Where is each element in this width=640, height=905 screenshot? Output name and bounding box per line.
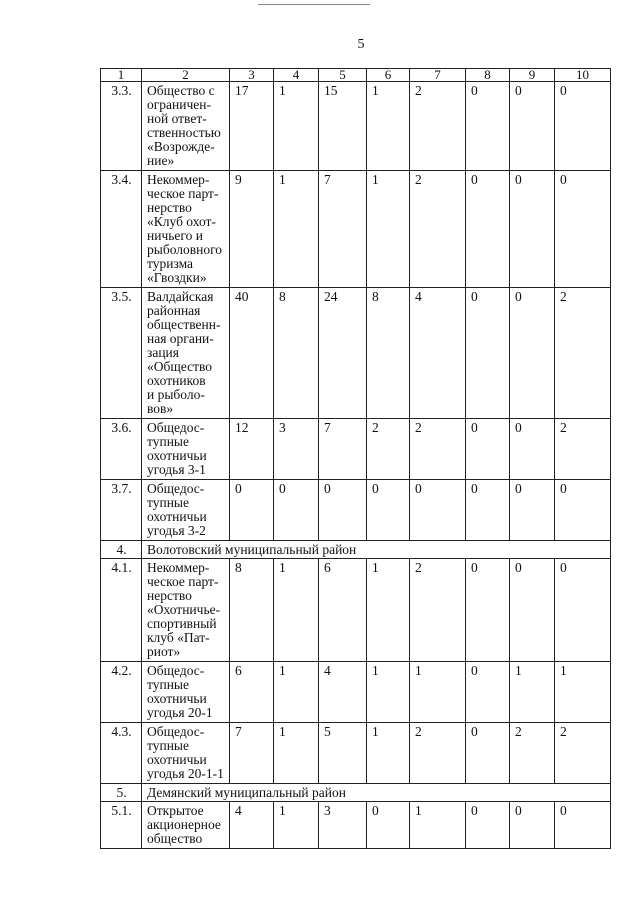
row-number: 4.3. — [101, 723, 142, 784]
row-number: 4.1. — [101, 559, 142, 662]
organization-name: Открытое акционерное общество — [142, 802, 230, 849]
value-cell: 12 — [230, 419, 274, 480]
top-rule — [258, 4, 370, 5]
value-cell: 8 — [274, 288, 319, 419]
value-cell: 0 — [555, 480, 611, 541]
table-row — [101, 723, 611, 784]
value-cell: 6 — [230, 662, 274, 723]
row-number: 3.6. — [101, 419, 142, 480]
value-cell: 1 — [274, 723, 319, 784]
table-row — [101, 480, 611, 541]
value-cell: 1 — [274, 662, 319, 723]
value-cell: 0 — [367, 480, 410, 541]
value-cell: 8 — [230, 559, 274, 662]
row-number: 3.3. — [101, 82, 142, 171]
value-cell: 7 — [319, 171, 367, 288]
value-cell: 0 — [510, 419, 555, 480]
value-cell: 2 — [410, 559, 466, 662]
organization-name: Общедос- тупные охотничьи угодья 20-1 — [142, 662, 230, 723]
value-cell: 0 — [410, 480, 466, 541]
value-cell: 0 — [466, 559, 510, 662]
table-row — [101, 171, 611, 288]
value-cell: 4 — [410, 288, 466, 419]
section-title: Волотовский муниципальный район — [142, 541, 611, 559]
value-cell: 0 — [367, 802, 410, 849]
column-header: 9 — [510, 69, 555, 82]
section-number: 4. — [101, 541, 142, 559]
value-cell: 0 — [319, 480, 367, 541]
value-cell: 2 — [367, 419, 410, 480]
page-number: 5 — [357, 37, 365, 52]
value-cell: 0 — [555, 171, 611, 288]
value-cell: 0 — [466, 480, 510, 541]
value-cell: 1 — [367, 82, 410, 171]
value-cell: 1 — [367, 171, 410, 288]
table-row — [101, 559, 611, 662]
value-cell: 1 — [410, 662, 466, 723]
value-cell: 0 — [230, 480, 274, 541]
column-header: 7 — [410, 69, 466, 82]
value-cell: 1 — [274, 559, 319, 662]
value-cell: 1 — [274, 82, 319, 171]
table-header-row — [101, 69, 611, 82]
value-cell: 0 — [274, 480, 319, 541]
section-row — [101, 541, 611, 559]
table-row — [101, 82, 611, 171]
value-cell: 6 — [319, 559, 367, 662]
value-cell: 40 — [230, 288, 274, 419]
value-cell: 1 — [274, 802, 319, 849]
value-cell: 7 — [230, 723, 274, 784]
value-cell: 0 — [510, 82, 555, 171]
value-cell: 0 — [510, 288, 555, 419]
value-cell: 0 — [466, 662, 510, 723]
table-row — [101, 662, 611, 723]
organization-name: Общедос- тупные охотничьи угодья 20-1-1 — [142, 723, 230, 784]
column-header: 10 — [555, 69, 611, 82]
value-cell: 0 — [466, 288, 510, 419]
value-cell: 24 — [319, 288, 367, 419]
value-cell: 2 — [555, 723, 611, 784]
value-cell: 9 — [230, 171, 274, 288]
value-cell: 0 — [510, 171, 555, 288]
value-cell: 0 — [466, 723, 510, 784]
column-header: 6 — [367, 69, 410, 82]
row-number: 3.5. — [101, 288, 142, 419]
section-title: Демянский муниципальный район — [142, 784, 611, 802]
value-cell: 1 — [367, 662, 410, 723]
row-number: 5.1. — [101, 802, 142, 849]
value-cell: 2 — [410, 723, 466, 784]
value-cell: 1 — [410, 802, 466, 849]
organization-name: Валдайская районная общественн- ная органи- зация «Общество охотников и рыболо- вов» — [142, 288, 230, 419]
table-row — [101, 802, 611, 849]
organization-name: Общество с ограничен- ной ответ- ственностью «Возрожде- ние» — [142, 82, 230, 171]
row-number: 4.2. — [101, 662, 142, 723]
value-cell: 0 — [466, 82, 510, 171]
value-cell: 0 — [510, 559, 555, 662]
row-number: 3.7. — [101, 480, 142, 541]
organization-name: Общедос- тупные охотничьи угодья 3-2 — [142, 480, 230, 541]
value-cell: 15 — [319, 82, 367, 171]
section-row — [101, 784, 611, 802]
column-header: 3 — [230, 69, 274, 82]
value-cell: 2 — [510, 723, 555, 784]
column-header: 4 — [274, 69, 319, 82]
table-row — [101, 419, 611, 480]
value-cell: 2 — [410, 82, 466, 171]
value-cell: 8 — [367, 288, 410, 419]
value-cell: 1 — [367, 723, 410, 784]
value-cell: 3 — [274, 419, 319, 480]
organization-name: Некоммер- ческое парт- нерство «Клуб охот- ничьего и рыболовного туризма «Гвоздки» — [142, 171, 230, 288]
value-cell: 4 — [319, 662, 367, 723]
value-cell: 2 — [555, 288, 611, 419]
column-header: 1 — [101, 69, 142, 82]
value-cell: 1 — [274, 171, 319, 288]
value-cell: 0 — [555, 82, 611, 171]
data-table — [100, 68, 611, 849]
organization-name: Общедос- тупные охотничьи угодья 3-1 — [142, 419, 230, 480]
value-cell: 5 — [319, 723, 367, 784]
value-cell: 1 — [555, 662, 611, 723]
value-cell: 0 — [466, 171, 510, 288]
value-cell: 0 — [555, 802, 611, 849]
value-cell: 4 — [230, 802, 274, 849]
value-cell: 2 — [555, 419, 611, 480]
value-cell: 17 — [230, 82, 274, 171]
value-cell: 1 — [367, 559, 410, 662]
value-cell: 2 — [410, 171, 466, 288]
value-cell: 0 — [510, 480, 555, 541]
value-cell: 0 — [555, 559, 611, 662]
value-cell: 0 — [510, 802, 555, 849]
value-cell: 0 — [466, 419, 510, 480]
column-header: 2 — [142, 69, 230, 82]
section-number: 5. — [101, 784, 142, 802]
value-cell: 3 — [319, 802, 367, 849]
value-cell: 2 — [410, 419, 466, 480]
column-header: 5 — [319, 69, 367, 82]
column-header: 8 — [466, 69, 510, 82]
value-cell: 7 — [319, 419, 367, 480]
table-row — [101, 288, 611, 419]
organization-name: Некоммер- ческое парт- нерство «Охотничье- спортивный клуб «Пат- риот» — [142, 559, 230, 662]
value-cell: 0 — [466, 802, 510, 849]
value-cell: 1 — [510, 662, 555, 723]
row-number: 3.4. — [101, 171, 142, 288]
